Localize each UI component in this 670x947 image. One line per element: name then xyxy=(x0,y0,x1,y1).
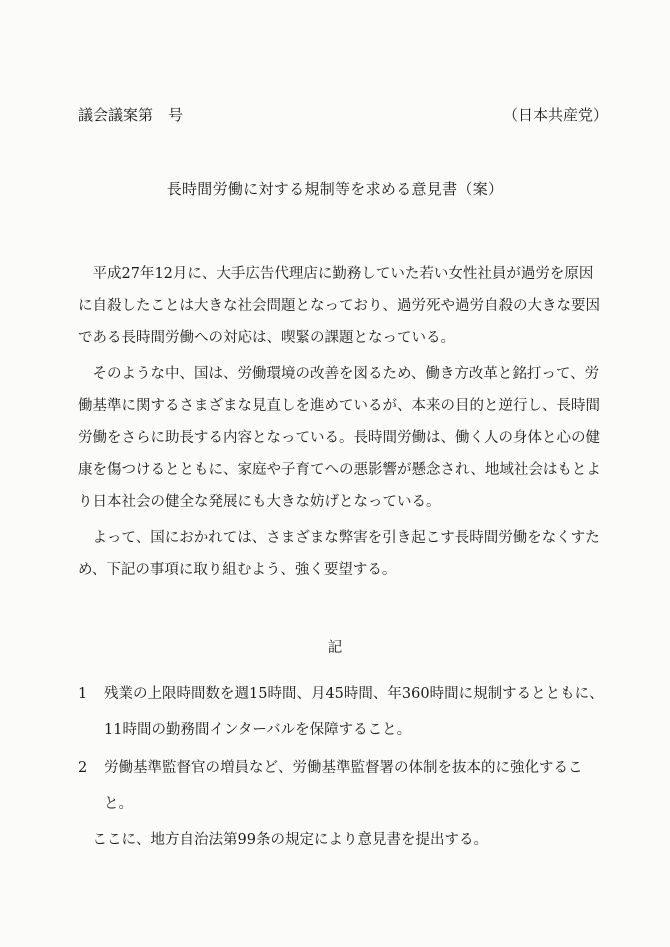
item-text: 残業の上限時間数を週15時間、月45時間、年360時間に規制するとともに、11時間の勤務間インターバルを保障すること。 xyxy=(104,686,604,738)
document-title: 長時間労働に対する規制等を求める意見書（案） xyxy=(166,180,504,198)
paragraph: そのような中、国は、労働環境の改善を図るため、働き方改革と銘打って、労働基準に関するさまざまな見直しを進めているが、本来の目的と逆行し、長時間労働をさらに助長する内容となっている。長時間労働は、働く人の身体と心の健康を傷つけるとともに、家庭や子育てへの悪影響が懸念され、地域社会はもとより日本社会の健全な発展にも大きな妨げとなっている。 xyxy=(78,366,601,510)
list-item xyxy=(78,676,608,748)
document-header xyxy=(78,104,608,128)
item-number: 2 xyxy=(78,760,88,776)
submitting-party: （日本共産党） xyxy=(502,106,608,124)
bill-number: 議会議案第 号 xyxy=(78,106,184,124)
request-items xyxy=(78,676,608,822)
item-number: 1 xyxy=(78,686,88,702)
paragraph: 平成27年12月に、大手広告代理店に勤務していた若い女性社員が過労を原因に自殺したことは大きな社会問題となっており、過労死や過労自殺の大きな要因である長時間労働への対応は、喫緊の課題となっている。 xyxy=(78,266,600,346)
item-text: 労働基準監督官の増員など、労働基準監督署の体制を抜本的に強化すること。 xyxy=(104,760,583,812)
ki-heading: 記 xyxy=(327,640,343,656)
paragraph: よって、国におかれては、さまざまな弊害を引き起こす長時間労働をなくすため、下記の事項に取り組むよう、強く要望する。 xyxy=(78,530,600,578)
document-body xyxy=(78,258,606,586)
closing-statement: ここに、地方自治法第99条の規定により意見書を提出する。 xyxy=(92,832,488,848)
list-item xyxy=(78,750,608,822)
